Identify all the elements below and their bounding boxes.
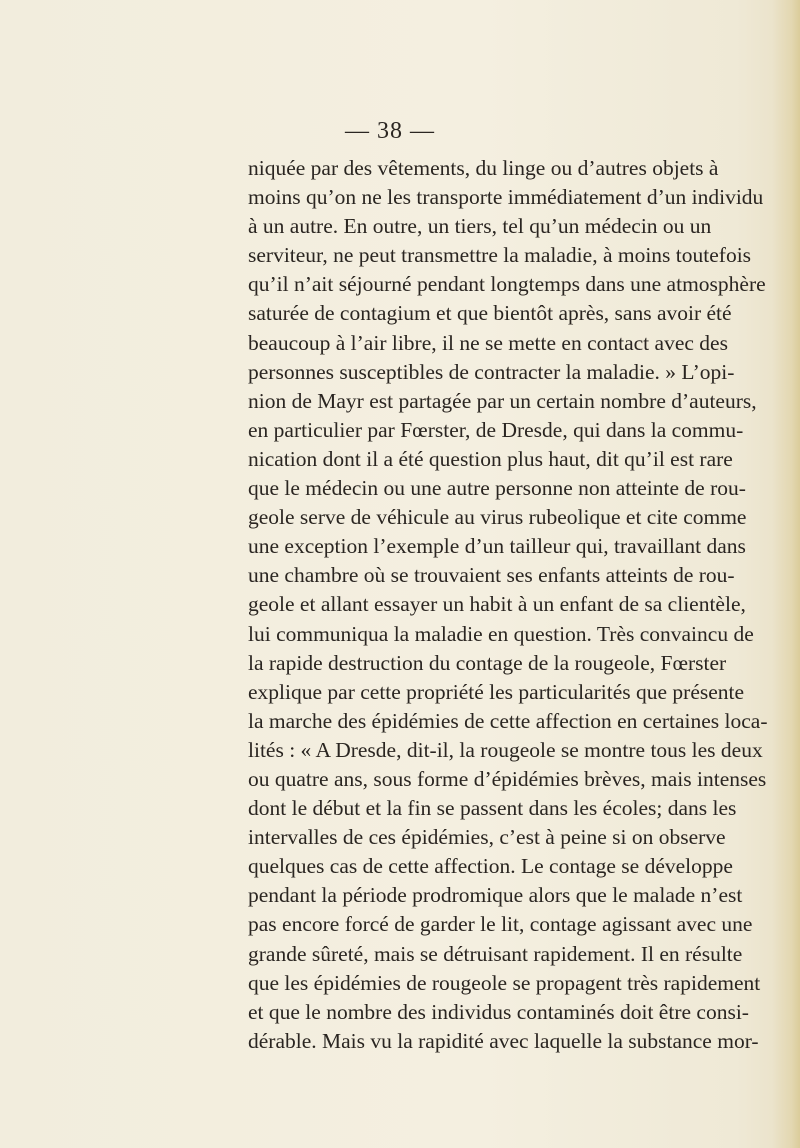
text-line: ou quatre ans, sous forme d’épidémies brèves, mais intenses [248,766,767,791]
text-line: geole et allant essayer un habit à un enfant de sa clientèle, [248,592,746,617]
text-line: saturée de contagium et que bientôt après, sans avoir été [248,301,732,326]
text-line: beaucoup à l’air libre, il ne se mette en contact avec des [248,330,728,355]
text-line: grande sûreté, mais se détruisant rapidement. Il en résulte [248,941,743,966]
text-line: dérable. Mais vu la rapidité avec laquelle la substance mor- [248,1028,759,1053]
body-paragraph [248,154,768,1056]
text-line: serviteur, ne peut transmettre la maladie, à moins toutefois [248,243,752,268]
text-line: lui communiqua la maladie en question. Très convaincu de [248,621,754,646]
text-line: qu’il n’ait séjourné pendant longtemps dans une atmosphère [248,272,766,297]
text-line: geole serve de véhicule au virus rubeolique et cite comme [248,505,747,530]
text-line: en particulier par Fœrster, de Dresde, qui dans la commu- [248,417,744,442]
text-line: personnes susceptibles de contracter la maladie. » L’opi- [248,359,735,384]
text-line: à un autre. En outre, un tiers, tel qu’un médecin ou un [248,214,712,239]
text-line: pas encore forcé de garder le lit, contage agissant avec une [248,912,753,937]
text-line: lités : « A Dresde, dit-il, la rougeole se montre tous les deux [248,737,763,762]
text-line: pendant la période prodromique alors que le malade n’est [248,883,743,908]
text-line: une exception l’exemple d’un tailleur qui, travaillant dans [248,534,746,559]
text-line: une chambre où se trouvaient ses enfants atteints de rou- [248,563,735,588]
text-line: moins qu’on ne les transporte immédiatement d’un individu [248,185,764,210]
page-edge-discoloration [772,0,800,1148]
text-line: que le médecin ou une autre personne non atteinte de rou- [248,476,746,501]
text-line: niquée par des vêtements, du linge ou d’autres objets à [248,156,719,180]
text-line: la marche des épidémies de cette affection en certaines loca- [248,708,768,733]
text-line: intervalles de ces épidémies, c’est à peine si on observe [248,825,726,850]
page-number-header: — 38 — [345,118,435,144]
text-line: et que le nombre des individus contaminés doit être consi- [248,999,749,1024]
text-line: nication dont il a été question plus haut, dit qu’il est rare [248,446,733,471]
text-line: nion de Mayr est partagée par un certain nombre d’auteurs, [248,388,757,413]
text-line: explique par cette propriété les particularités que présente [248,679,745,704]
text-line: quelques cas de cette affection. Le contage se développe [248,854,733,879]
text-line: la rapide destruction du contage de la rougeole, Fœrster [248,650,727,675]
text-line: dont le début et la fin se passent dans les écoles; dans les [248,796,737,821]
text-line: que les épidémies de rougeole se propagent très rapidement [248,970,761,995]
